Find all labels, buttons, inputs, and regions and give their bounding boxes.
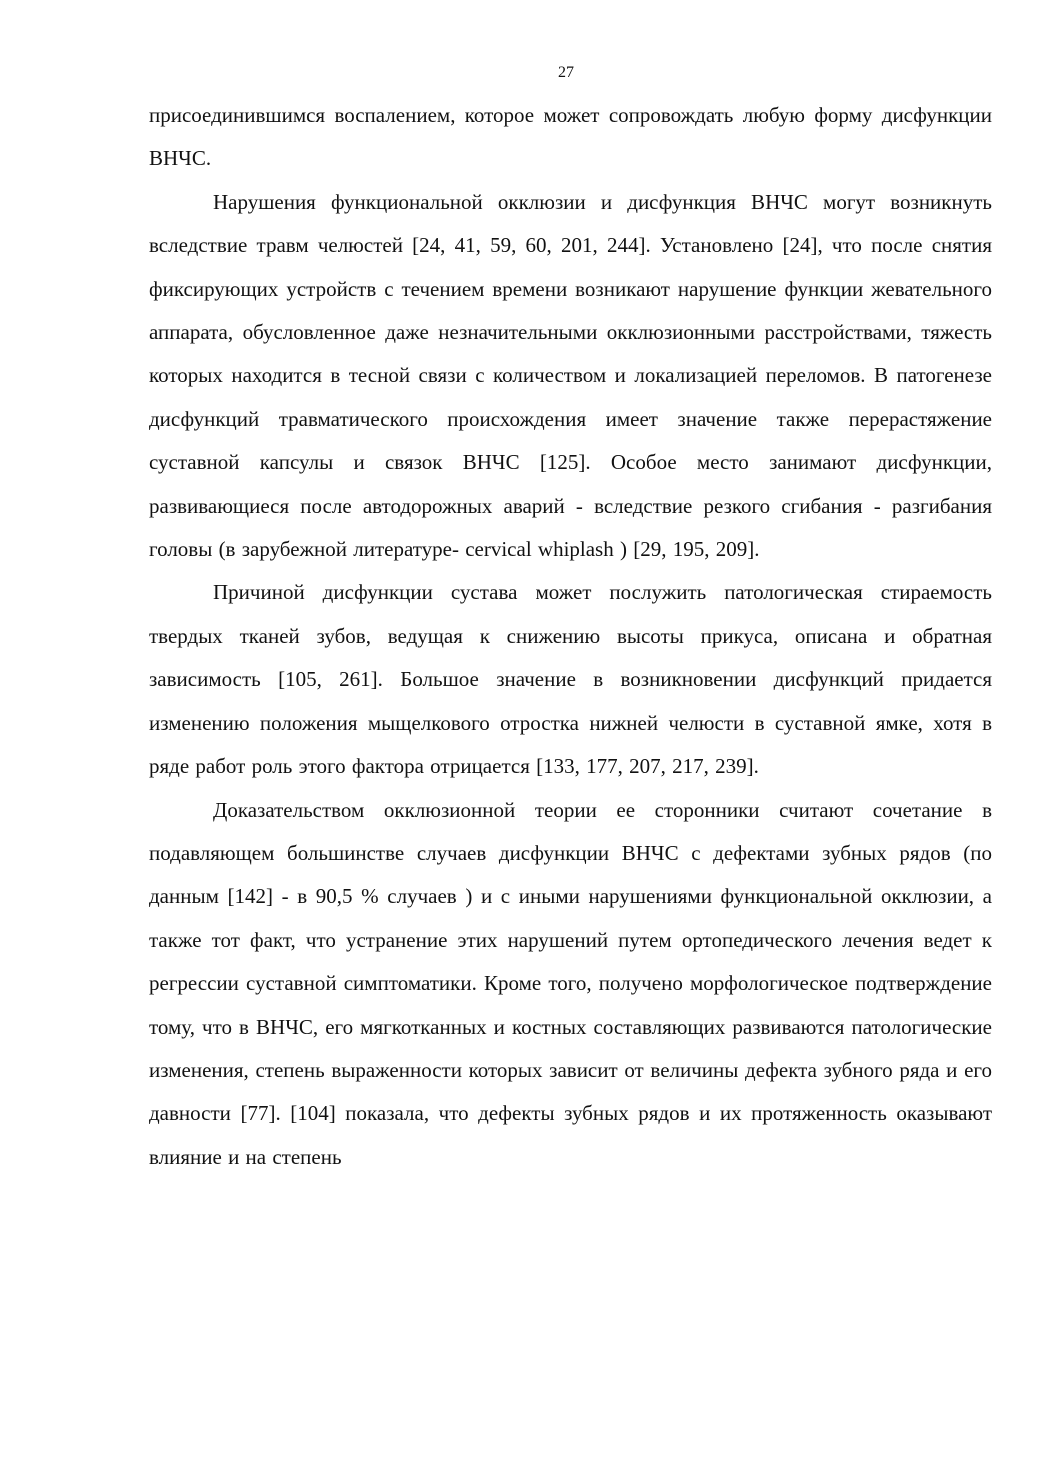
document-body <box>149 94 992 1179</box>
paragraph-abrasion: Причиной дисфункции сустава может послужить патологическая стираемость твердых тканей зубов, ведущая к снижению высоты прикуса, описана и обратная зависимость [105, 261]. Большое значение в возникновении дисфункций придается изменению положения мыщелкового отростка нижней челюсти в суставной ямке, хотя в ряде работ роль этого фактора отрицается [133, 177, 207, 217, 239]. <box>149 580 992 779</box>
paragraph-trauma: Нарушения функциональной окклюзии и дисфункция ВНЧС могут возникнуть вследствие травм челюстей [24, 41, 59, 60, 201, 244]. Установлено [24], что после снятия фиксирующих устройств с течением времени возникают нарушение функции жевательного аппарата, обусловленное даже незначительными окклюзионными расстройствами, тяжесть которых находится в тесной связи с количеством и локализацией переломов. В патогенезе дисфункций травматического происхождения имеет значение также перерастяжение суставной капсулы и связок ВНЧС [125]. Особое место занимают дисфункции, развивающиеся после автодорожных аварий - вследствие резкого сгибания - разгибания головы (в зарубежной литературе- cervical whiplash ) [29, 195, 209]. <box>149 189 992 562</box>
page-number: 27 <box>558 64 574 81</box>
paragraph-continued: присоединившимся воспалением, которое может сопровождать любую форму дисфункции ВНЧС. <box>149 103 992 171</box>
paragraph-occlusion-theory: Доказательством окклюзионной теории ее сторонники считают сочетание в подавляющем большинстве случаев дисфункции ВНЧС с дефектами зубных рядов (по данным [142] - в 90,5 % случаев ) и с иными нарушениями функциональной окклюзии, а также тот факт, что устранение этих нарушений путем ортопедического лечения ведет к регрессии суставной симптоматики. Кроме того, получено морфологическое подтверждение тому, что в ВНЧС, его мягкотканных и костных составляющих развиваются патологические изменения, степень выраженности которых зависит от величины дефекта зубного ряда и его давности [77]. [104] показала, что дефекты зубных рядов и их протяженность оказывают влияние и на степень <box>149 797 992 1169</box>
